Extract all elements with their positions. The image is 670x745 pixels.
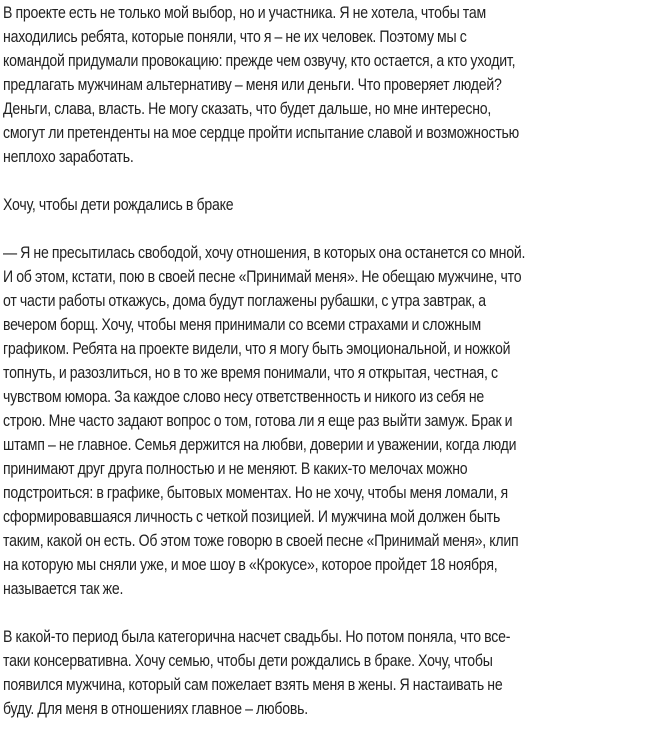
paragraph-marriage (3, 625, 667, 721)
text-line (3, 121, 667, 145)
text-line-content: таки консервативна. Хочу семью, чтобы дети рождались в браке. Хочу, чтобы (3, 652, 493, 670)
text-line-content: неплохо заработать. (3, 148, 134, 166)
text-line (3, 97, 667, 121)
text-line (3, 673, 667, 697)
text-line-content: чувством юмора. За каждое слово несу ответственность и никого из себя не (3, 388, 485, 406)
text-line (3, 289, 667, 313)
text-line-content: топнуть, и разозлиться, но в то же время понимали, что я открытая, честная, с (3, 364, 498, 382)
section-subheading (3, 193, 667, 217)
text-line (3, 649, 667, 673)
text-line-content: графиком. Ребята на проекте видели, что я могу быть эмоциональной, и ножкой (3, 340, 511, 358)
text-line-content: В проекте есть не только мой выбор, но и участника. Я не хотела, чтобы там (3, 4, 486, 22)
text-line (3, 481, 667, 505)
text-line-content: от части работы откажусь, дома будут поглажены рубашки, с утра завтрак, а (3, 292, 486, 310)
text-line (3, 265, 667, 289)
text-line (3, 145, 667, 169)
text-line (3, 457, 667, 481)
text-line (3, 49, 667, 73)
text-line-content: предлагать мужчинам альтернативу – меня или деньги. Что проверяет людей? (3, 76, 502, 94)
subheading-text: Хочу, чтобы дети рождались в браке (3, 196, 234, 214)
text-line-content: буду. Для меня в отношениях главное – любовь. (3, 700, 308, 718)
text-line (3, 241, 667, 265)
text-line-content: вечером борщ. Хочу, чтобы меня принимали со всеми страхами и сложным (3, 316, 482, 334)
text-line-content: подстроиться: в графике, бытовых моментах. Но не хочу, чтобы меня ломали, я (3, 484, 508, 502)
text-line (3, 193, 667, 217)
text-line (3, 361, 667, 385)
text-line-content: на которую мы сняли уже, и мое шоу в «Крокусе», которое пройдет 18 ноября, (3, 556, 498, 574)
paragraph-intro (3, 1, 667, 169)
text-line-content: — Я не пресытилась свободой, хочу отношения, в которых она останется со мной. (3, 244, 526, 262)
text-line (3, 409, 667, 433)
text-line-content: смогут ли претенденты на мое сердце пройти испытание славой и возможностью (3, 124, 520, 142)
text-line (3, 385, 667, 409)
text-line-content: В какой-то период была категорична насчет свадьбы. Но потом поняла, что все- (3, 628, 511, 646)
text-line-content: находились ребята, которые поняли, что я – не их человек. Поэтому мы с (3, 28, 467, 46)
text-line-content: сформировавшаяся личность с четкой позицией. И мужчина мой должен быть (3, 508, 501, 526)
text-line (3, 433, 667, 457)
text-line-content: Деньги, слава, власть. Не могу сказать, что будет дальше, но мне интересно, (3, 100, 492, 118)
paragraph-relationships (3, 241, 667, 601)
text-line-content: командой придумали провокацию: прежде чем озвучу, кто остается, а кто уходит, (3, 52, 516, 70)
text-line (3, 625, 667, 649)
article-body (3, 1, 667, 745)
text-line-content: И об этом, кстати, пою в своей песне «Принимай меня». Не обещаю мужчине, что (3, 268, 522, 286)
text-line (3, 529, 667, 553)
text-line (3, 577, 667, 601)
text-line-content: появился мужчина, который сам пожелает взять меня в жены. Я настаивать не (3, 676, 503, 694)
text-line (3, 697, 667, 721)
text-line (3, 1, 667, 25)
text-line-content: таким, какой он есть. Об этом тоже говорю в своей песне «Принимай меня», клип (3, 532, 519, 550)
text-line (3, 25, 667, 49)
text-line-content: называется так же. (3, 580, 124, 598)
text-line (3, 505, 667, 529)
text-line (3, 337, 667, 361)
text-line-content: штамп – не главное. Семья держится на любви, доверии и уважении, когда люди (3, 436, 517, 454)
text-line (3, 73, 667, 97)
text-line (3, 553, 667, 577)
text-line-content: строю. Мне часто задают вопрос о том, готова ли я еще раз выйти замуж. Брак и (3, 412, 513, 430)
text-line-content: принимают друг друга полностью и не меняют. В каких-то мелочах можно (3, 460, 468, 478)
text-line (3, 313, 667, 337)
